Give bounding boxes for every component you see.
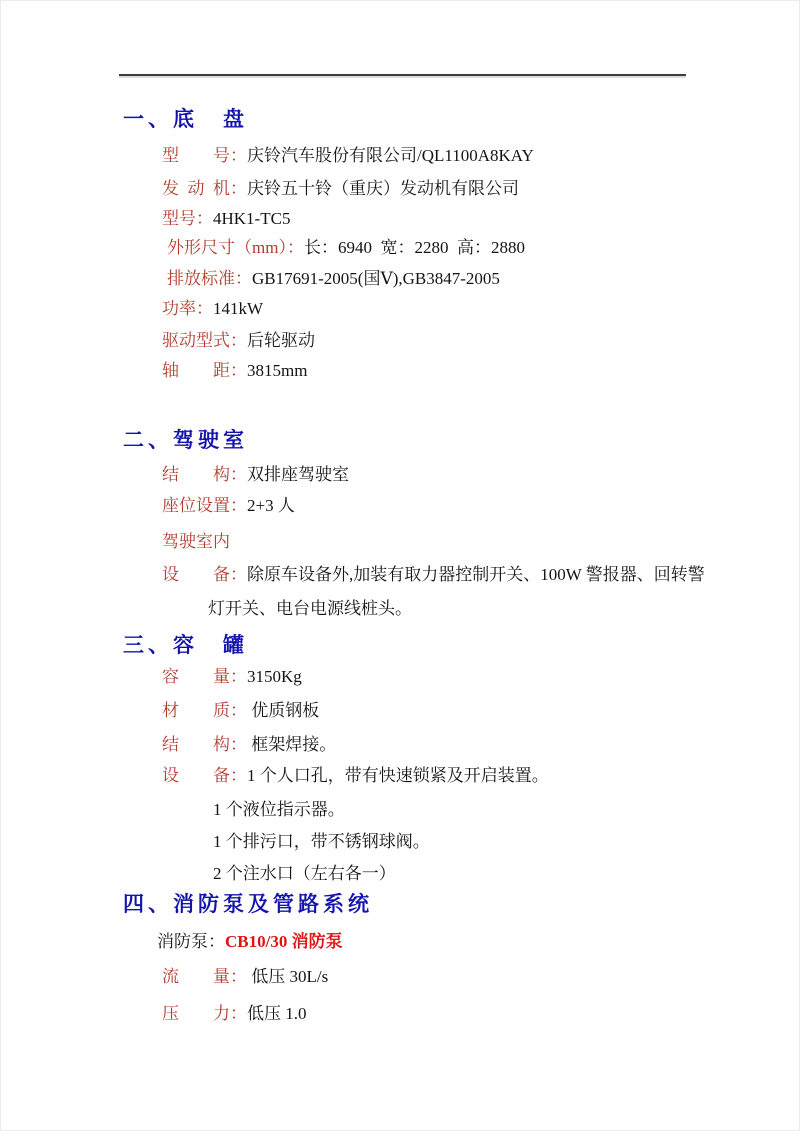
spec-row	[162, 966, 799, 988]
spec-label: 消防泵：	[157, 932, 225, 951]
spec-row	[162, 145, 799, 167]
spec-row	[162, 734, 799, 756]
spec-label: 结 构：	[162, 735, 247, 754]
spec-row	[157, 931, 799, 953]
section-chassis	[1, 106, 799, 382]
spec-label: 发 动 机：	[162, 179, 247, 198]
spec-value: 优质钢板	[247, 701, 320, 720]
spec-label: 轴 距：	[162, 361, 247, 380]
spec-value: 低压 30L/s	[247, 967, 329, 986]
spec-row	[162, 464, 799, 486]
spec-label: 排放标准：	[167, 269, 252, 288]
spec-value: 框架焊接。	[247, 735, 337, 754]
spec-value: 后轮驱动	[247, 331, 315, 350]
spec-label: 驱动型式：	[162, 331, 247, 350]
spec-row	[167, 268, 799, 290]
spec-label: 设 备：	[162, 565, 247, 584]
spec-label: 外形尺寸（mm）：	[167, 238, 304, 257]
spec-label: 容 量：	[162, 667, 247, 686]
spec-value: 3150Kg	[247, 667, 302, 686]
spec-value: 庆铃五十铃（重庆）发动机有限公司	[247, 179, 519, 198]
spec-row	[162, 360, 799, 382]
spec-row	[167, 237, 799, 259]
spec-row	[162, 531, 799, 553]
spec-continuation-line: 1 个排污口，带不锈钢球阀。	[213, 832, 430, 851]
spec-value: 双排座驾驶室	[247, 465, 349, 484]
spec-value: 3815mm	[247, 361, 308, 380]
section-heading-chassis: 一、底 盘	[123, 107, 248, 131]
spec-value: 除原车设备外,加装有取力器控制开关、100W 警报器、回转警	[247, 565, 705, 584]
spec-label: 流 量：	[162, 967, 247, 986]
section-cab	[1, 427, 799, 620]
section-pump	[1, 891, 799, 1025]
spec-row	[162, 298, 799, 320]
spec-row	[162, 1003, 799, 1025]
section-heading-pump: 四、消防泵及管路系统	[123, 892, 373, 916]
spec-label: 型 号：	[162, 146, 247, 165]
spec-value-wrap-line: 灯开关、电台电源线桩头。	[208, 599, 412, 618]
spec-row	[162, 700, 799, 722]
spec-row	[162, 208, 799, 230]
spec-continuation-line: 2 个注水口（左右各一）	[213, 864, 396, 883]
spec-value: 4HK1-TC5	[213, 209, 291, 228]
spec-label: 材 质：	[162, 701, 247, 720]
spec-value-pump-model: CB10/30 消防泵	[225, 932, 343, 951]
spec-label: 型号：	[162, 209, 213, 228]
spec-row	[162, 178, 799, 200]
header-rule	[119, 74, 686, 78]
spec-value: 长：6940 宽：2280 高：2880	[303, 238, 525, 257]
spec-value: 低压 1.0	[247, 1004, 307, 1023]
section-tank	[1, 632, 799, 885]
spec-value: 庆铃汽车股份有限公司/QL1100A8KAY	[247, 146, 534, 165]
spec-label: 压 力：	[162, 1004, 247, 1023]
spec-row	[162, 765, 799, 787]
section-heading-tank: 三、容 罐	[123, 633, 248, 657]
spec-row	[162, 495, 799, 517]
spec-value: GB17691-2005(国Ⅴ),GB3847-2005	[252, 269, 500, 288]
spec-row	[162, 564, 799, 586]
spec-continuation-line: 1 个液位指示器。	[213, 800, 345, 819]
spec-row	[162, 330, 799, 352]
spec-value: 2+3 人	[247, 496, 295, 515]
spec-label: 功率：	[162, 299, 213, 318]
spec-label: 驾驶室内	[162, 532, 230, 551]
spec-value: 1 个人口孔，带有快速锁紧及开启装置。	[247, 766, 549, 785]
spec-label: 设 备：	[162, 766, 247, 785]
spec-row	[162, 666, 799, 688]
spec-label: 座位设置：	[162, 496, 247, 515]
spec-value: 141kW	[213, 299, 264, 318]
spec-label: 结 构：	[162, 465, 247, 484]
section-heading-cab: 二、驾驶室	[123, 428, 248, 452]
